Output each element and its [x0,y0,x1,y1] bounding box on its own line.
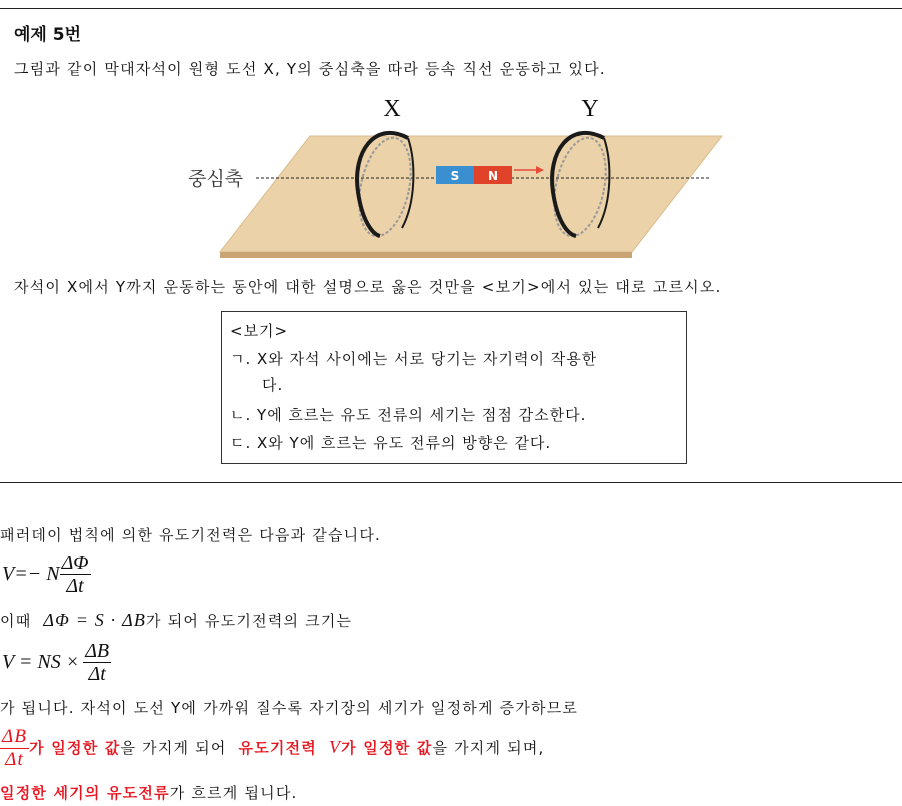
section-rule [0,482,902,483]
line4-fraction [0,726,29,771]
figure-magnet-coils [180,92,740,264]
magnet-n-label: N [487,169,499,183]
eq3-den: Δt [88,663,106,685]
axis-label: 중심축 [188,168,244,190]
magnet-s-label: S [450,169,460,183]
equation-3 [2,640,111,685]
eq2: ΔΦ = S · ΔB [43,610,147,630]
equation-1 [2,552,91,597]
eq3-num: ΔB [85,640,110,662]
solution-line-1: 패러데이 법칙에 의한 유도기전력은 다음과 같습니다. [0,526,381,544]
line4-end: 을 가지게 되며, [432,739,545,757]
line2-post: 가 되어 유도기전력의 크기는 [146,612,353,630]
bogi-item-2: ㄴ. Y에 흐르는 유도 전류의 세기는 점점 감소한다. [230,406,587,424]
line5-end: 가 흐르게 됩니다. [169,784,298,802]
line4-mid: 을 가지게 되어 [120,739,227,757]
board-edge [220,252,632,258]
solution-line-4 [0,726,544,771]
line5-red: 일정한 세기의 유도전류 [0,784,170,802]
line4-num: ΔB [2,726,28,747]
eq1-num: ΔΦ [61,552,89,574]
line4-v: V [328,737,342,757]
top-rule [0,8,902,9]
line4-red-2: 유도기전력 [238,739,317,757]
problem-title: 예제 5번 [14,25,82,45]
solution-line-2 [0,610,352,631]
line2-pre: 이때 [0,612,32,630]
eq3-lhs: V = NS × [2,651,80,673]
problem-intro: 그림과 같이 막대자석이 원형 도선 X, Y의 중심축을 따라 등속 직선 운동하고 있다. [14,60,606,78]
bogi-header: <보기> [230,322,289,340]
bogi-box [221,311,687,464]
eq1-lhs: V=− N [2,563,60,585]
solution-line-3: 가 됩니다. 자석이 도선 Y에 가까워 질수록 자기장의 세기가 일정하게 증가하므로 [0,699,579,717]
bogi-item-1-cont: 다. [262,376,284,394]
eq1-fraction [60,552,91,597]
line4-red-1: 가 일정한 값 [29,739,121,757]
solution-line-5 [0,782,298,803]
line4-red-3: 가 일정한 값 [341,739,433,757]
eq3-fraction [83,640,111,685]
label-x: X [383,96,401,122]
label-y: Y [581,96,599,122]
board [220,136,722,252]
bogi-item-3: ㄷ. X와 Y에 흐르는 유도 전류의 방향은 같다. [230,434,552,452]
question-text: 자석이 X에서 Y까지 운동하는 동안에 대한 설명으로 옳은 것만을 <보기>에서 있는 대로 고르시오. [14,278,722,296]
line4-den: Δt [5,749,24,770]
bogi-item-1: ㄱ. X와 자석 사이에는 서로 당기는 자기력이 작용한 [230,350,598,368]
eq1-den: Δt [66,575,84,597]
